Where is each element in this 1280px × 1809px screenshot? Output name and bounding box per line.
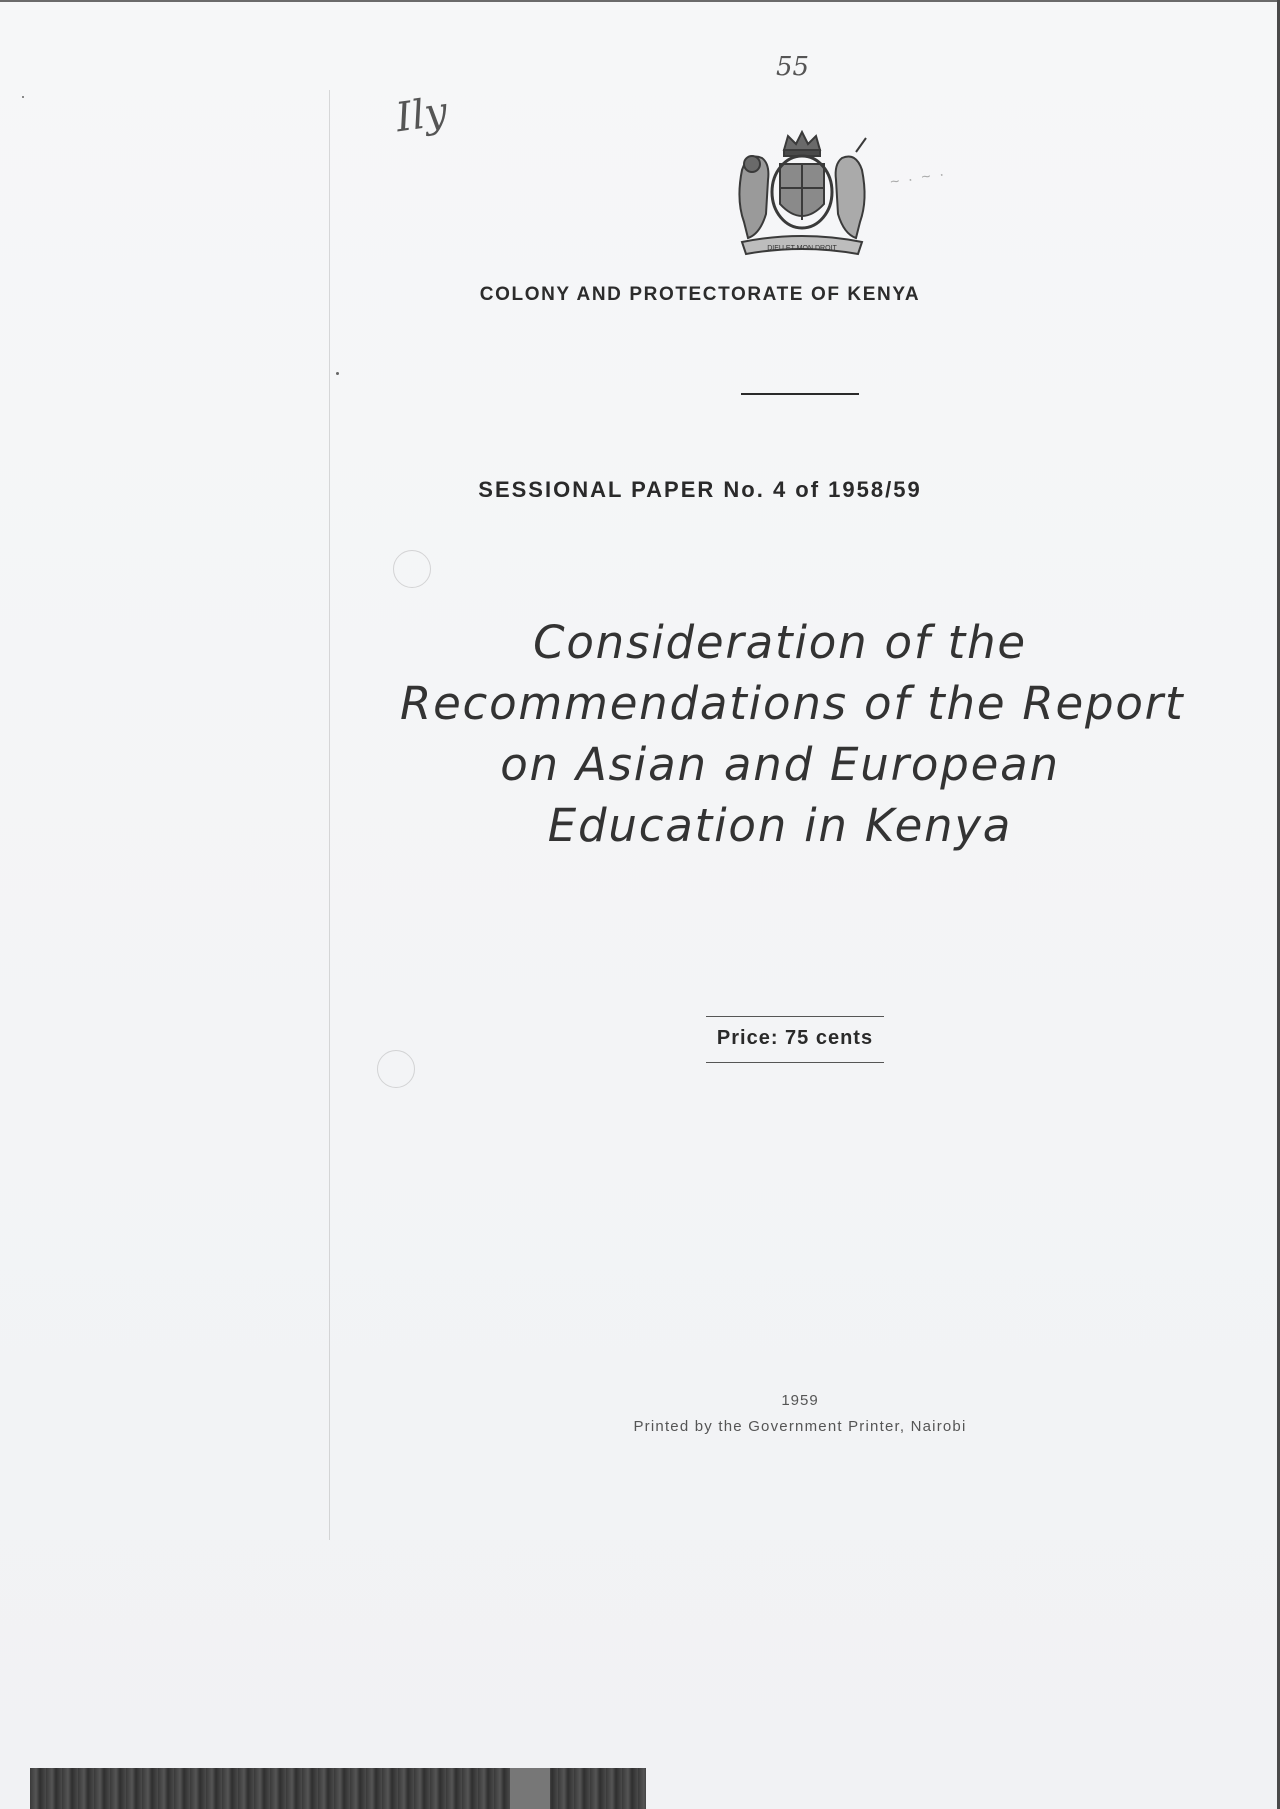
price-label: Price: 75 cents	[716, 1027, 874, 1049]
publication-year: 1959	[781, 1392, 819, 1409]
title-line: Consideration of the	[533, 616, 1027, 669]
royal-coat-of-arms-icon	[722, 130, 882, 262]
scan-edge-segment	[510, 1768, 550, 1809]
scan-speck	[336, 372, 339, 375]
colony-title: COLONY AND PROTECTORATE OF KENYA	[479, 284, 921, 305]
scan-edge-strip	[30, 1768, 646, 1809]
fold-line	[329, 90, 330, 1540]
handwritten-page-number: 55	[776, 52, 810, 82]
document-title	[400, 612, 1185, 856]
title-line: on Asian and European	[500, 738, 1060, 791]
crest-motto: DIEU ET MON DROIT	[767, 245, 837, 252]
title-line: Education in Kenya	[547, 799, 1013, 852]
scan-speck	[22, 96, 24, 98]
title-divider-rule	[741, 393, 859, 395]
faint-stamp-mark: ~ · ~ ·	[888, 165, 948, 192]
printer-line: Printed by the Government Printer, Nairobi	[633, 1418, 967, 1435]
punch-hole-lower	[377, 1050, 415, 1088]
sessional-paper-number: SESSIONAL PAPER No. 4 of 1958/59	[478, 477, 922, 502]
price-rule-bottom	[706, 1062, 884, 1063]
top-edge-rule	[0, 0, 1280, 2]
punch-hole-upper	[393, 550, 431, 588]
handwritten-mark: Ily	[393, 88, 451, 142]
title-line: Recommendations of the Report	[400, 677, 1185, 730]
price-box	[700, 1016, 890, 1063]
